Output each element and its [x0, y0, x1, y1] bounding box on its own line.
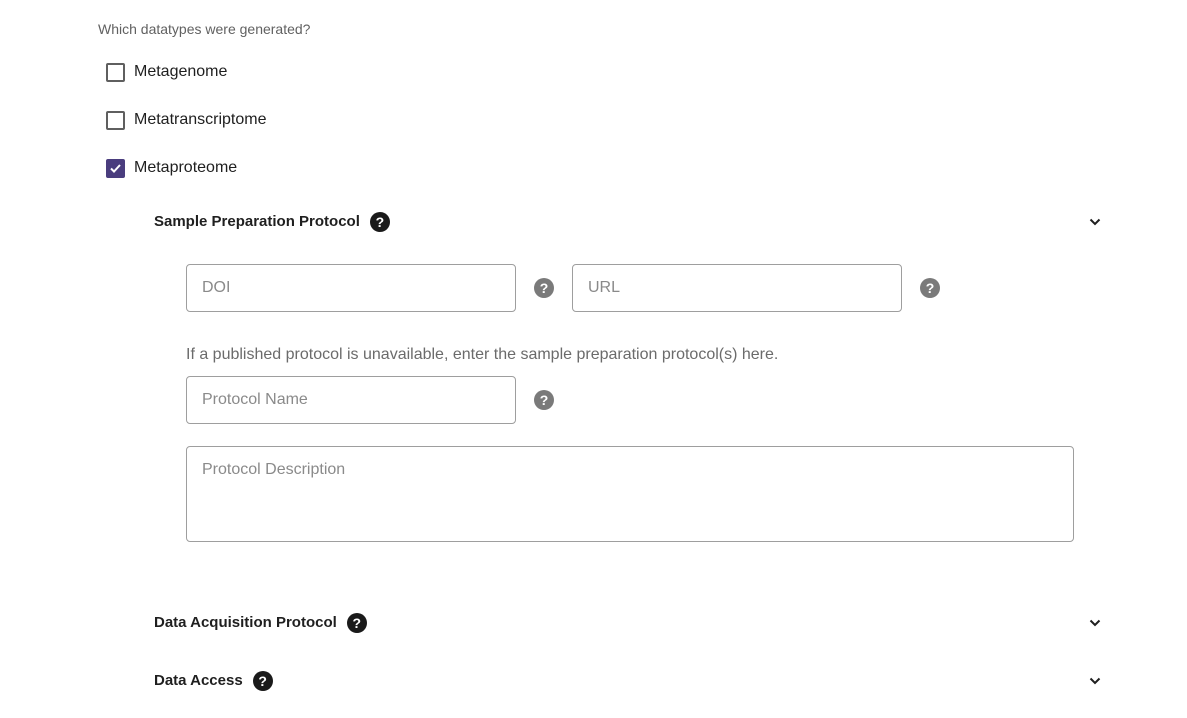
metaproteome-label[interactable]: Metaproteome — [134, 159, 238, 176]
doi-help-icon[interactable]: ? — [534, 278, 554, 298]
protocol-description-field[interactable] — [186, 446, 1074, 542]
help-icon[interactable]: ? — [370, 212, 390, 232]
protocol-name-field[interactable] — [186, 376, 516, 424]
help-icon[interactable]: ? — [253, 671, 273, 691]
metatranscriptome-checkbox[interactable] — [106, 111, 125, 130]
protocol-hint: If a published protocol is unavailable, enter the sample preparation protocol(s) here. — [186, 346, 779, 363]
url-field[interactable] — [572, 264, 902, 312]
chevron-down-icon[interactable] — [1086, 614, 1104, 632]
metatranscriptome-label[interactable]: Metatranscriptome — [134, 111, 267, 128]
datatypes-question: Which datatypes were generated? — [98, 21, 311, 37]
section-data-access[interactable] — [154, 669, 1104, 693]
checkmark-icon — [109, 162, 122, 175]
section-sample-preparation-protocol[interactable] — [154, 210, 1104, 234]
protocol-name-input[interactable] — [187, 377, 515, 423]
metaproteome-checkbox[interactable] — [106, 159, 125, 178]
checkbox-row-metaproteome[interactable] — [106, 156, 237, 180]
metagenome-checkbox[interactable] — [106, 63, 125, 82]
checkbox-row-metatranscriptome[interactable] — [106, 108, 267, 132]
doi-field[interactable] — [186, 264, 516, 312]
protocol-description-input[interactable] — [187, 447, 1073, 541]
checkbox-row-metagenome[interactable] — [106, 60, 227, 84]
section-title: Data Acquisition Protocol — [154, 614, 337, 631]
help-icon[interactable]: ? — [347, 613, 367, 633]
url-help-icon[interactable]: ? — [920, 278, 940, 298]
section-title: Data Access — [154, 672, 243, 689]
doi-input[interactable] — [187, 265, 515, 311]
url-input[interactable] — [573, 265, 901, 311]
section-data-acquisition-protocol[interactable] — [154, 611, 1104, 635]
section-title: Sample Preparation Protocol — [154, 213, 360, 230]
metagenome-label[interactable]: Metagenome — [134, 63, 228, 80]
protocol-name-help-icon[interactable]: ? — [534, 390, 554, 410]
chevron-down-icon[interactable] — [1086, 213, 1104, 231]
chevron-down-icon[interactable] — [1086, 672, 1104, 690]
